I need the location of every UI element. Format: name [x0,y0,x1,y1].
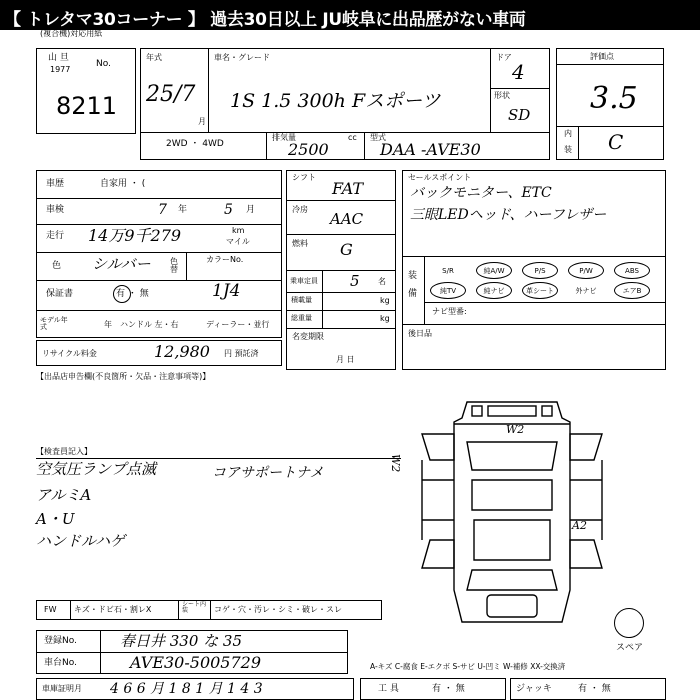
model-label: 車名・グレード [214,53,270,62]
note-top: (複合機)対応用紙 [40,29,103,38]
aftermarket-label: 後日品 [408,329,432,338]
color-change-label: 色替 [170,257,178,274]
inspector-note-1: 空気圧ランプ点滅 [36,460,157,478]
shape-value: SD [508,106,531,124]
diagram-mark-left: W2 [389,454,402,473]
dealer-options: ディーラー・並行 [206,320,270,329]
spare-label: スペア [616,643,644,653]
drive-options: 2WD ・ 4WD [166,139,224,149]
lot-no-label: No. [96,59,111,69]
tools-options: 有 ・ 無 [432,684,465,694]
recycle-value: 12,980 [154,342,210,361]
left-info-box [36,170,282,338]
history-label: 車歴 [46,179,65,189]
warranty-circle [113,285,131,303]
door-value: 4 [512,60,525,84]
history-value: 自家用 ・ ( [100,179,146,189]
interior-label-2: 装 [564,145,572,154]
model-year-unit: 年 [104,320,112,329]
fuel-label: 燃料 [292,239,308,248]
chassis-label: 車台No. [44,658,77,668]
displacement-value: 2500 [288,140,329,159]
year-label: 年式 [146,53,162,62]
displacement-unit: cc [348,133,357,142]
equipment-item: 純ナビ [476,282,512,299]
interior-label-1: 内 [564,129,572,138]
equipment-label-2: 備 [408,289,418,299]
lot-prefix: 山 旦 [48,53,69,63]
inspector-note-right: コアサポートナメ [212,465,324,481]
mileage-value: 14万9千279 [88,226,182,245]
equipment-item: P/S [522,262,558,279]
jack-label: ジャッキ [516,684,552,694]
navi-label: ナビ型番: [432,307,467,316]
door-label: ドア [496,53,512,62]
equipment-item: S/R [442,266,454,275]
chassis-value: AVE30-5005729 [130,653,262,672]
floor-text: キズ・ドビ石・割レX [74,605,152,614]
capacity-value: 5 [350,272,360,290]
year-value: 25/7 [146,82,196,107]
gross-unit: kg [380,314,390,323]
inspection-year: 7 [158,202,167,218]
floor-label-2: シート内装 [182,601,207,614]
inspector-label: 【検査員記入】 [36,447,92,456]
inspection-month: 5 [224,202,233,218]
spare-tire [614,608,644,638]
banner-text: 【 トレタマ30コーナー 】 過去30日以上 JU岐阜に出品歴がない車両 [4,10,526,30]
inspector-note-2: アルミA [36,486,92,504]
sales-line-1: バックモニター、ETC [410,185,552,201]
floor-label: FW [44,605,57,614]
model-value: 1S 1.5 300h Fスポーツ [230,90,441,112]
load-label: 積載量 [291,296,312,304]
model-year-label: モデル年式 [40,316,68,331]
mileage-label: 走行 [46,231,65,241]
warranty-options: 有 ・ 無 [116,289,149,299]
diagram-mark-right: A2 [572,519,587,532]
equipment-item: 純A/W [476,262,512,279]
shape-label: 形状 [494,91,510,100]
sales-label: セールスポイント [408,173,472,182]
damage-legend: A-キズ C-腐食 E-エクボ S-サビ U-凹ミ W-補修 XX-交換済 [370,662,566,671]
inspection-label: 車検 [46,205,65,215]
mileage-unit-mile: マイル [226,237,250,246]
grade-value: 3.5 [590,81,638,116]
equipment-item: 純TV [430,282,466,299]
inspector-note-4: ハンドルハゲ [36,532,125,550]
color-code-label: カラーNo. [206,255,244,264]
ac-label: 冷房 [292,205,308,214]
equipment-item: P/W [568,262,604,279]
equipment-item: ABS [614,262,650,279]
color-code: 1J4 [212,281,241,301]
registration-label: 登録No. [44,636,77,646]
year-month-unit: 月 [198,117,206,126]
mileage-unit-km: km [232,226,245,235]
registration-value: 春日井 330 な 35 [120,632,243,650]
diagram-mark-top: W2 [506,423,525,436]
color-label: 色 [52,261,62,271]
warranty-label: 保証書 [46,289,74,299]
type-label: 型式 [370,133,386,142]
sales-line-2: 三眼LEDヘッド、ハーフレザー [410,207,607,223]
capacity-label: 乗車定員 [290,277,318,285]
load-unit: kg [380,296,390,305]
inspection-year-unit: 年 [178,205,188,215]
interior-value: C [608,130,624,154]
inspector-note-3: A・U [36,510,75,528]
tools-label: 工 具 [378,684,399,694]
seller-notes-label: 【出品店申告欄(不良箇所・欠品・注意事項等)】 [36,372,211,381]
floor-text-2: コゲ・穴・汚レ・シミ・破レ・スレ [214,605,342,614]
shift-label: シフト [292,173,316,182]
fuel-value: G [340,240,353,259]
handle-options: ハンドル 左・右 [120,320,179,329]
lot-sub: 1977 [50,65,71,74]
capacity-unit: 名 [378,277,386,286]
equipment-item: 革シート [522,282,558,299]
shift-value: FAT [332,179,364,198]
jack-options: 有 ・ 無 [578,684,611,694]
expiry-label: 名変期限 [292,332,324,341]
lot-number: 8211 [56,92,118,120]
ac-value: AAC [330,210,364,228]
displacement-label: 排気量 [272,133,296,142]
recycle-unit: 円 預託済 [224,349,259,358]
type-value: DAA -AVE30 [380,140,481,159]
expiry-unit: 月 日 [336,355,355,364]
color-value: シルバー [92,255,151,273]
equipment-label-1: 装 [408,271,418,281]
gross-label: 総重量 [291,314,312,322]
cert-label: 車庫証明月 [42,684,82,693]
cert-value: 4 6 6 月 1 8 1 月 1 4 3 [110,681,263,697]
grade-label: 評価点 [590,52,614,61]
inspection-month-unit: 月 [246,205,256,215]
equipment-item: エアB [614,282,650,299]
equipment-item: 外ナビ [575,286,597,295]
recycle-label: リサイクル料金 [42,349,97,358]
